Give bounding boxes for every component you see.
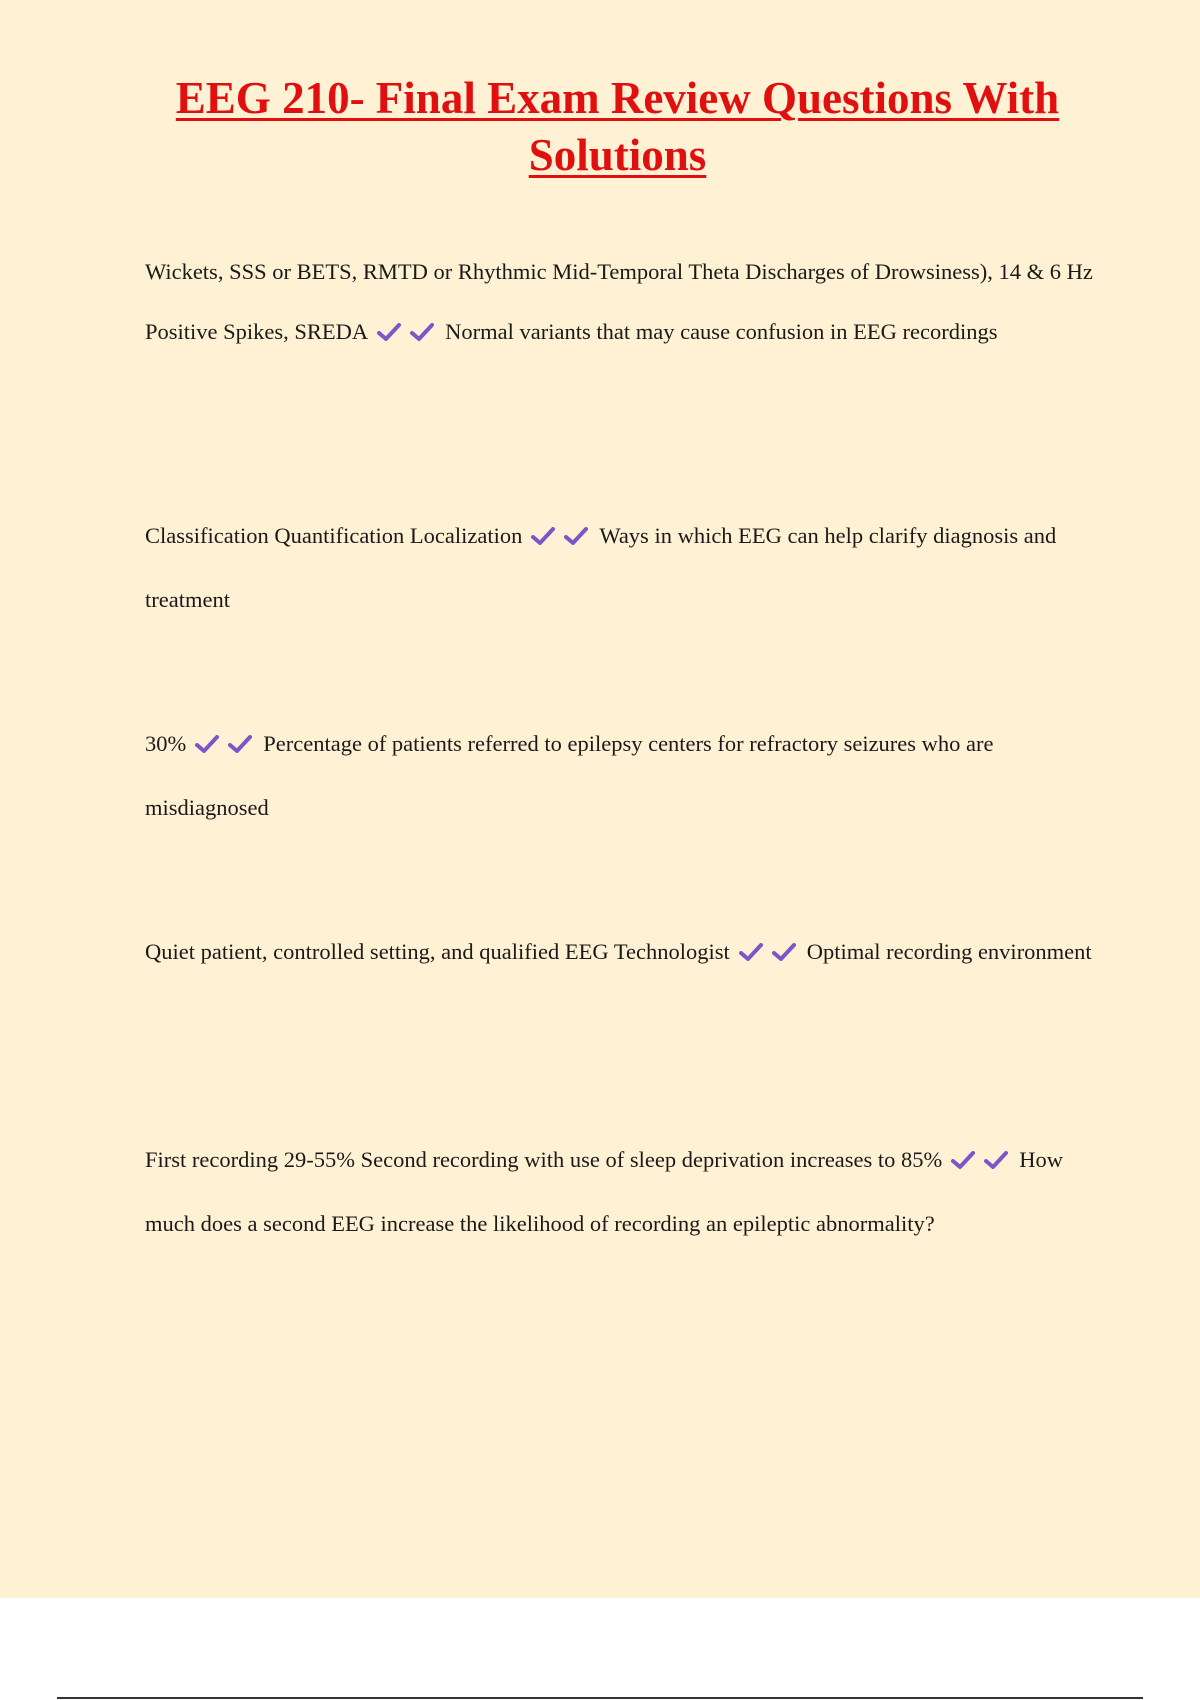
qa-item: [145, 714, 1095, 838]
check-icon: [376, 321, 402, 343]
check-icon: [563, 525, 589, 547]
check-icon: [771, 941, 797, 963]
check-pair: [376, 306, 442, 366]
check-icon: [409, 321, 435, 343]
document-title: EEG 210- Final Exam Review Questions With Solutions: [175, 73, 1060, 180]
check-icon: [227, 733, 253, 755]
check-icon: [194, 733, 220, 755]
check-icon: [738, 941, 764, 963]
check-icon: [530, 525, 556, 547]
question-text: 30%: [145, 731, 187, 756]
answer-text: How much does a second EEG increase the likelihood of recording an epileptic abnormality?: [145, 1147, 1064, 1236]
qa-item: [145, 242, 1095, 366]
question-text: Wickets, SSS or BETS, RMTD or Rhythmic Mid-Temporal Theta Discharges of Drowsiness), 14 & 6 Hz Positive Spikes, SREDA: [145, 259, 1093, 344]
check-pair: [194, 718, 260, 778]
answer-text: Optimal recording environment: [806, 939, 1092, 964]
answer-text: Normal variants that may cause confusion in EEG recordings: [445, 319, 998, 344]
answer-text: Percentage of patients referred to epilepsy centers for refractory seizures who are misdiagnosed: [145, 731, 994, 820]
question-text: Quiet patient, controlled setting, and qualified EEG Technologist: [145, 939, 730, 964]
check-icon: [983, 1149, 1009, 1171]
check-icon: [950, 1149, 976, 1171]
check-pair: [738, 926, 804, 986]
question-text: First recording 29-55% Second recording with use of sleep deprivation increases to 85%: [145, 1147, 943, 1172]
qa-item: [145, 1130, 1095, 1254]
answer-text: Ways in which EEG can help clarify diagnosis and treatment: [145, 523, 1057, 612]
check-pair: [530, 510, 596, 570]
footer-divider: [57, 1697, 1143, 1699]
qa-item: [145, 922, 1095, 986]
qa-item: [145, 506, 1095, 630]
question-text: Classification Quantification Localization: [145, 523, 523, 548]
check-pair: [950, 1134, 1016, 1194]
